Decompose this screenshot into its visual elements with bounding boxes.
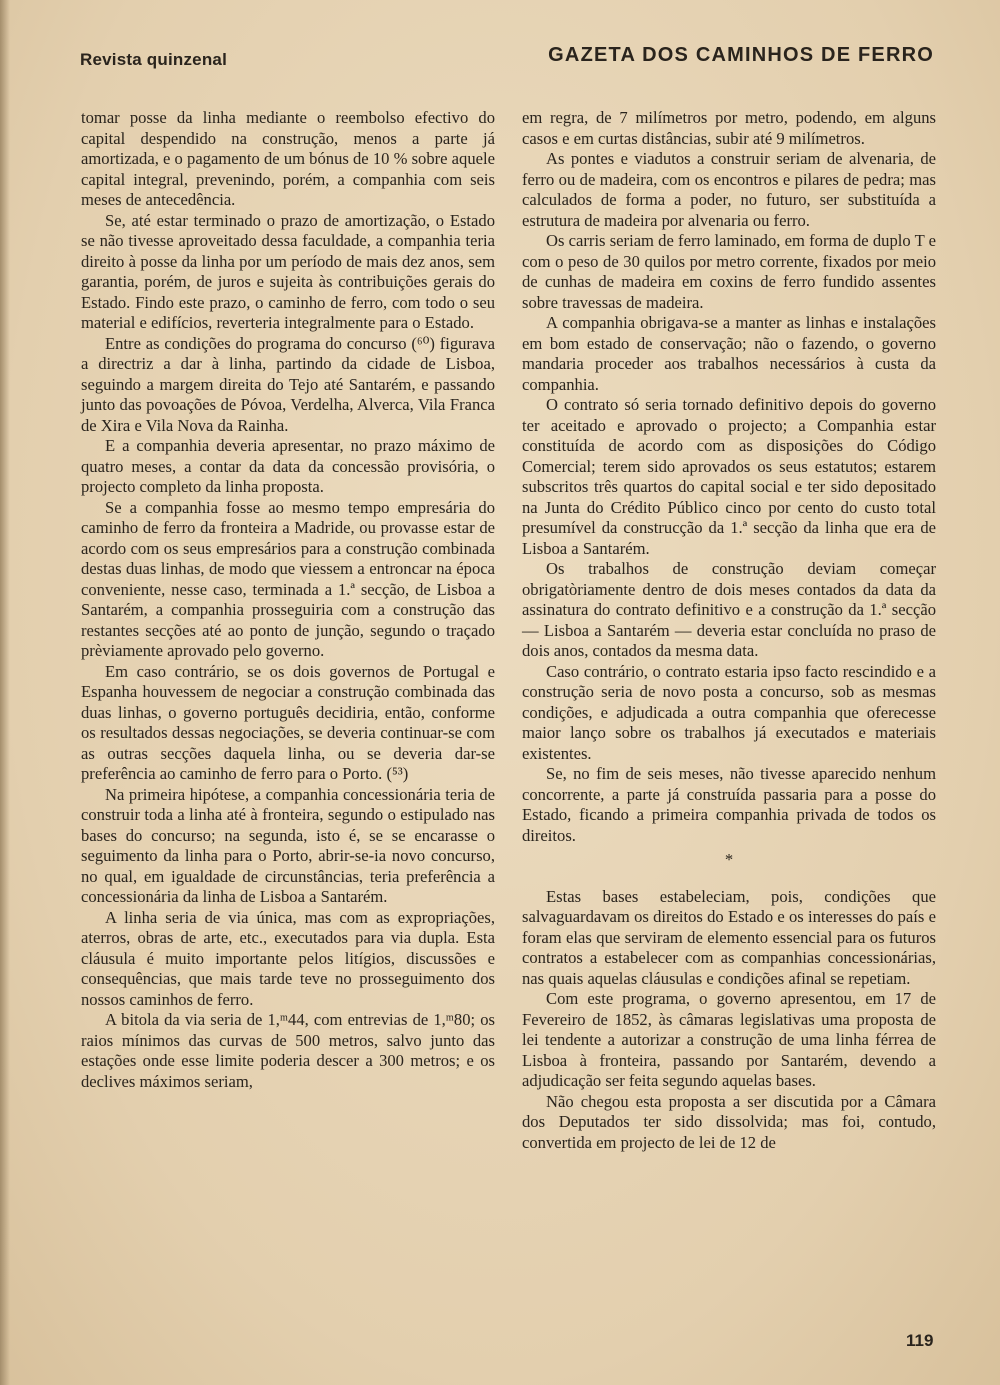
paragraph: Na primeira hipótese, a companhia concessionária teria de construir toda a linha até à fronteira, segundo o estipulado nas bases do concurso; na segunda, isto é, se se encarasse o seguimento da linha para o Porto, abrir-se-ia novo concurso, no qual, em igualdade de circunstâncias, teria preferência a concessionária da linha de Lisboa a Santarém. <box>81 784 495 906</box>
left-column <box>81 108 495 1092</box>
paragraph: Se, no fim de seis meses, não tivesse aparecido nenhum concorrente, a parte já construída passaria para a posse do Estado, ficando a primeira companhia privada de todos os direitos. <box>522 764 936 845</box>
paragraph: Os trabalhos de construção deviam começar obrigatòriamente dentro de dois meses contados da data da assinatura do contrato definitivo e a construção da 1.ª secção — Lisboa a Santarém — deveria estar concluída no praso de dois anos, contados da mesma data. <box>522 559 936 660</box>
paragraph: Com este programa, o governo apresentou, em 17 de Fevereiro de 1852, às câmaras legislativas uma proposta de lei tendente a autorizar a construção de uma linha férrea de Lisboa à fronteira, passando por Santarém, devendo a adjudicação ser feita segundo aquelas bases. <box>522 989 936 1090</box>
paragraph: O contrato só seria tornado definitivo depois do governo ter aceitado e aprovado o projecto; a Companhia estar constituída de acordo com as disposições do Código Comercial; terem sido aprovados os seus estatutos; estarem subscritos três quartos do capital social e ter sido depositado na Junta do Crédito Público cinco por cento do custo total presumível da construcção da 1.ª secção da linha que era de Lisboa a Santarém. <box>522 395 936 558</box>
paragraph: Caso contrário, o contrato estaria ipso facto rescindido e a construção seria de novo posta a concurso, sob as mesmas condições, e adjudicada a outra companhia que oferecesse maior lanço sobre os trabalhos já executados e materiais existentes. <box>522 661 936 763</box>
paragraph: em regra, de 7 milímetros por metro, podendo, em alguns casos e em curtas distâncias, subir até 9 milímetros. <box>522 108 936 148</box>
paragraph: A linha seria de via única, mas com as expropriações, aterros, obras de arte, etc., executados para via dupla. Esta cláusula é muito importante pelos litígios, discussões e consequências, que mais tarde teve no prosseguimento dos nossos caminhos de ferro. <box>81 907 495 1009</box>
paragraph: Em caso contrário, se os dois governos de Portugal e Espanha houvessem de negociar a construção combinada das duas linhas, o governo português decidiria, então, conforme os resultados dessas negociações, se deveria continuar-se com as outras secções daquela linha, ou se deveria dar-se preferência ao caminho de ferro para o Porto. (⁵³) <box>81 661 495 783</box>
paragraph: A companhia obrigava-se a manter as linhas e instalações em bom estado de conservação; não o fazendo, o governo mandaria proceder aos trabalhos necessários à custa da companhia. <box>522 313 936 394</box>
paragraph: Entre as condições do programa do concurso (⁶⁰) figurava a directriz a dar à linha, partindo da cidade de Lisboa, seguindo a margem direita do Tejo até Santarém, e passando junto das povoações de Póvoa, Verdelha, Alverca, Vila Franca de Xira e Vila Nova da Rainha. <box>81 333 495 435</box>
section-separator: * <box>724 850 734 869</box>
paragraph: Os carris seriam de ferro laminado, em forma de duplo T e com o peso de 30 quilos por metro corrente, fixados por meio de cunhas de madeira em coxins de ferro fundido assentes sobre travessas de madeira. <box>522 231 936 312</box>
paragraph: E a companhia deveria apresentar, no prazo máximo de quatro meses, a contar da data da concessão provisória, o projecto completo da linha proposta. <box>81 436 495 496</box>
page-edge-shadow <box>0 0 10 1385</box>
right-column <box>522 108 936 1153</box>
paragraph: Se a companhia fosse ao mesmo tempo empresária do caminho de ferro da fronteira a Madride, ou provasse estar de acordo com os seus empresários para a construção combinada destas duas linhas, de modo que viessem a entroncar na época conveniente, nesse caso, terminada a 1.ª secção, de Lisboa a Santarém, a companhia prosseguiria com a construção das restantes secções até ao ponto de junção, segundo o traçado prèviamente aprovado pelo governo. <box>81 497 495 660</box>
paragraph: Não chegou esta proposta a ser discutida por a Câmara dos Deputados ter sido dissolvida; mas foi, contudo, convertida em projecto de lei de 12 de <box>522 1091 936 1152</box>
paragraph: As pontes e viadutos a construir seriam de alvenaria, de ferro ou de madeira, com os encontros e pilares de pedra; mas calculados de forma a poder, no futuro, ser substituída a estrutura de madeira por alvenaria ou ferro. <box>522 149 936 230</box>
paragraph: tomar posse da linha mediante o reembolso efectivo do capital despendido na construção, menos a parte já amortizada, e o pagamento de um bónus de 10 % sobre aquele capital integral, prevenindo, porém, a companhia com seis meses de antecedência. <box>81 108 495 209</box>
paragraph: Se, até estar terminado o prazo de amortização, o Estado se não tivesse aproveitado dessa faculdade, a companhia teria direito à posse da linha por um período de mais dez anos, sem garantia, porém, de juros e sujeita às contribuições gerais do Estado. Findo este prazo, o caminho de ferro, com todo o seu material e edifícios, reverteria integralmente para o Estado. <box>81 210 495 332</box>
running-header-title: GAZETA DOS CAMINHOS DE FERRO <box>548 44 934 66</box>
paragraph: A bitola da via seria de 1,ᵐ44, com entrevias de 1,ᵐ80; os raios mínimos das curvas de 500 metros, salvo junto das estações onde esse limite poderia descer a 300 metros; e os declives máximos seriam, <box>81 1010 495 1091</box>
running-header-left: Revista quinzenal <box>80 50 227 69</box>
page-number: 119 <box>906 1331 934 1350</box>
paragraph: Estas bases estabeleciam, pois, condições que salvaguardavam os direitos do Estado e os interesses do país e foram elas que serviram de elemento essencial para os futuros contratos a estabelecer com as companhias concessionárias, nas quais aquelas cláusulas e condições afinal se repetiam. <box>522 886 936 988</box>
